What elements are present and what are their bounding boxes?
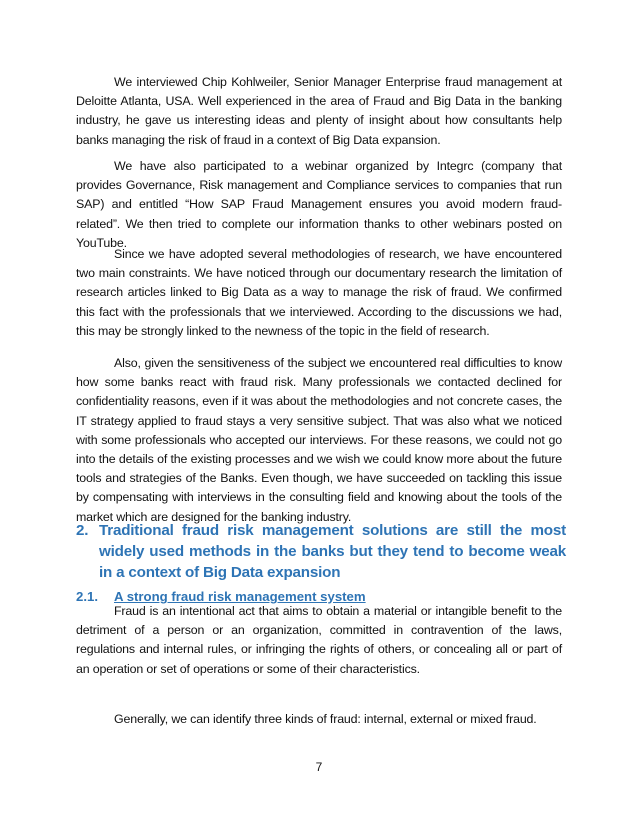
section-heading-number: 2.	[76, 522, 89, 539]
subsection-heading-number: 2.1.	[76, 589, 98, 604]
section-heading-text: Traditional fraud risk management solutions are still the most widely used methods in the banks but they tend to become weak in a context of Big Data expansion	[99, 522, 566, 581]
paragraph-webinar: We have also participated to a webinar organized by Integrc (company that provides Governance, Risk management and Compliance services to companies that run SAP) and entitled “How SAP Fraud Management ensures you avoid modern fraud-related”. We then tried to complete our information thanks to other webinars posted on YouTube.	[76, 159, 562, 250]
paragraph-fraud-definition: Fraud is an intentional act that aims to obtain a material or intangible benefit to the detriment of a person or an organization, committed in contravention of the laws, regulations and internal rules, or infringing the rights of others, or concealing all or part of an operation or set of operations or some of their characteristics.	[76, 604, 562, 676]
paragraph-sensitiveness: Also, given the sensitiveness of the subject we encountered real difficulties to know how some banks react with fraud risk. Many professionals we contacted declined for confidentiality reasons, even if it was about the methodologies and not concrete cases, the IT strategy applied to fraud stays a very sensitive subject. That was also what we noticed with some professionals who accepted our interviews. For these reasons, we could not go into the details of the existing processes and we wish we could know more about the future tools and strategies of the Banks. Even though, we have succeeded on tackling this issue by compensating with interviews in the consulting field and knowing about the tools of the market which are designed for the banking industry.	[76, 356, 562, 524]
paragraph-constraints: Since we have adopted several methodologies of research, we have encountered two main constraints. We have noticed through our documentary research the limitation of research articles linked to Big Data as a way to manage the risk of fraud. We confirmed this fact with the professionals that we interviewed. According to the discussions we had, this may be strongly linked to the newness of the topic in the field of research.	[76, 247, 562, 338]
page-number: 7	[315, 760, 323, 774]
paragraph-interview: We interviewed Chip Kohlweiler, Senior Manager Enterprise fraud management at Deloitte Atlanta, USA. Well experienced in the area of Fraud and Big Data in the banking industry, he gave us interesting ideas and plenty of insight about how consultants help banks managing the risk of fraud in a context of Big Data expansion.	[76, 75, 562, 147]
paragraph-fraud-kinds: Generally, we can identify three kinds of fraud: internal, external or mixed fraud.	[114, 712, 537, 726]
subsection-heading-link[interactable]: A strong fraud risk management system	[114, 589, 366, 604]
section-heading	[76, 520, 566, 583]
